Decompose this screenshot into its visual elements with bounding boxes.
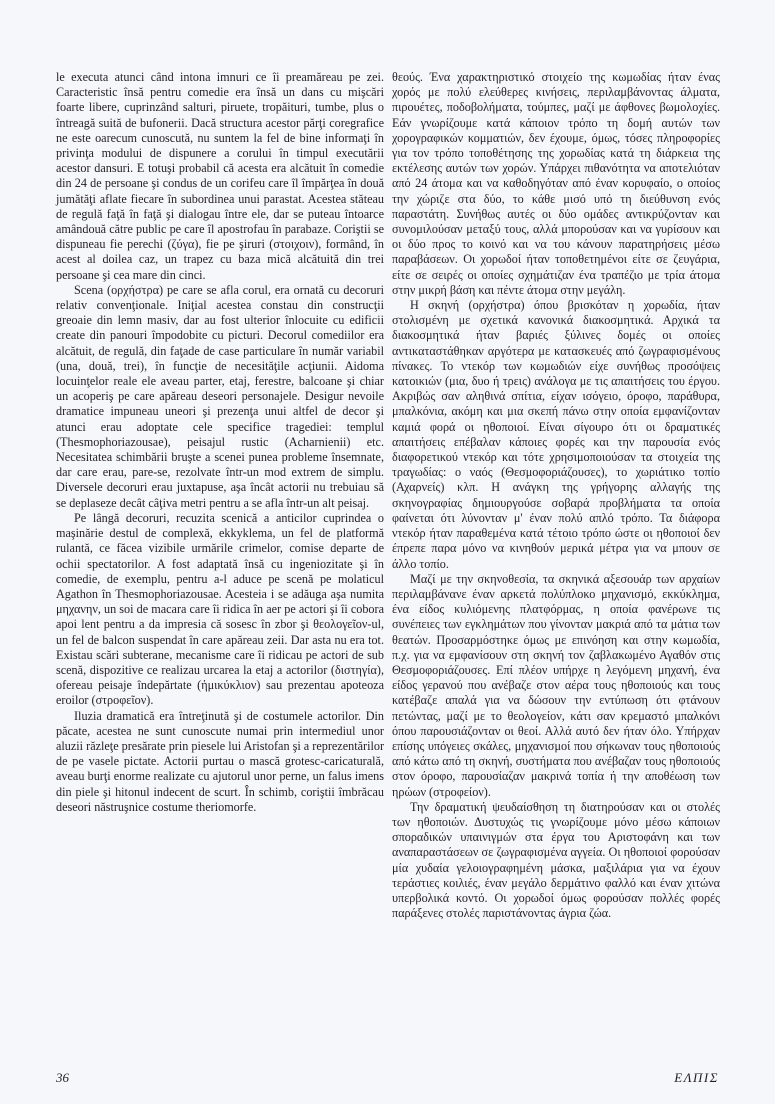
page-number: 36 xyxy=(56,1070,69,1085)
paragraph: Pe lângă decoruri, recuzita scenică a anticilor cuprindea o maşinărie destul de complexă, ekkyklema, un fel de platformă rulantă, ce făcea vizibile urmările crimelor, comise departe de ochii spectatorilor. A fost adaptată însă cu ingeniozitate şi în comedie, de exemplu, pentru a-l aduce pe scenă pe molaticul Agathon în Thesmophoriazousae. Acesteia i se adăuga aşa numita μηχανην, un soi de macara care îi ridica în aer pe actori şi îi cobora apoi lent pentru a da impresia că sosesc în zbor şi θεολογεῖον-ul, un fel de balcon suspendat în care apăreau zeii. Dar asta nu era tot. Existau scări subterane, mecanisme care îi ridicau pe actori de sub scenă, dispozitive ce realizau urcarea la etaj a actorilor (διστηγία), ofereau peisaje îndepărtate (ἡμικύκλιον) sau prezentau apoteoza eroilor (στροφεῖον). xyxy=(56,510,384,708)
paragraph: θεούς. Ένα χαρακτηριστικό στοιχείο της κωμωδίας ήταν ένας χορός με πολύ ελεύθερες κινήσεις, περιλαμβάνοντας άλματα, πιρουέτες, ποδοβολήματα, τούμπες, μαζί με άφθονες βωμολοχίες. Εάν γνωρίζουμε κατά κάποιον τρόπο τη δομή αυτών των χορογραφικών κομματιών, δεν έχουμε, όμως, τόσες πληροφορίες για τον τρόπο τοποθέτησης της χορωδίας κατά τη διάρκεια της εκτέλεσης αυτών των χορών. Υπάρχει πιθανότητα να αποτελιόταν από 24 άτομα και να καθοδηγόταν από έναν κορυφαίο, ο οποίος την χώριζε στα δύο, το κάθε μισό υπό τη διεύθυνση ενός παραστάτη. Συνήθως αυτές οι δύο ομάδες αντικρύζονταν και συνομιλούσαν μεταξύ τους, αλλά μπορούσαν και να γυρίσουν και οι δύο προς το κοινό και να του κάνουν παρατηρήσεις μέσω παραβάσεων. Οι χορωδοί ήταν τοποθετημένοι είτε σε ζευγάρια, είτε σε σειρές οι οποίες σχημάτιζαν ένα τραπέζιο με τρία άτομα στην μικρή βάση και πέντε άτομα στην μεγάλη. xyxy=(392,70,720,297)
right-column-greek-text xyxy=(392,70,720,921)
left-column-romanian-text xyxy=(56,70,384,815)
paragraph: le executa atunci când intona imnuri ce îi preamăreau pe zei. Caracteristic însă pentru comedie era însă un dans cu mişcări foarte libere, cuprinzând salturi, piruete, tropăituri, tumbe, plus o întreagă suită de bufonerii. Dacă structura acestor părţi coregrafice ne este oarecum cunoscută, nu suntem la fel de bine informaţi în privinţa modului de dispunere a corului în timpul executării acestor dansuri. E totuşi probabil că acesta era alcătuit în comedie din 24 de persoane şi condus de un corifeu care îl împărţea în două jumătăţi aflate fiecare în subordinea unui parastat. Acestea stăteau de regulă faţă în faţă şi dialogau între ele, dar se puteau întoarce amândouă către public pe care îl apostrofau în parabaze. Coriştii se dispuneau fie perechi (ζύγα), fie pe şiruri (στοιχοιν), formând, în acest al doilea caz, un trapez cu baza mică alcătuită din trei persoane şi cea mare din cinci. xyxy=(56,70,384,282)
paragraph: Η σκηνή (ορχήστρα) όπου βρισκόταν η χορωδία, ήταν στολισμένη με σχετικά κανονικά διακοσμητικά. Αρχικά τα διακοσμητικά ήταν βαριές ξύλινες δομές οι οποίες αντικαταστάθηκαν αργότερα με κατασκευές από ζωγραφισμένους πίνακες. Το ντεκόρ των κωμωδιών είχε συνήθως προσόψεις κατοικιών (μια, δυο ή τρεις) ανάλογα με τις απαιτήσεις του έργου. Ακριβώς σαν αληθινά σπίτια, είχαν ισόγειο, όροφο, παράθυρα, μπαλκόνια, ακόμη και μια σκεπή πάνω στην οποία εμφανίζονταν καμιά φορά οι ηθοποιοί. Είναι σίγουρο ότι οι δραματικές απαιτήσεις επέβαλαν κάποιες φορές και την παρουσία ενός διαφορετικού ντεκόρ και τότε χρησιμοποιούσαν τα στοιχεία της τραγωδίας: ο ναός (Θεσμοφοριάζουσες), το χωριάτικο τοπίο (Αχαρνείς) κλπ. Η ανάγκη της γρήγορης αλλαγής της σκηνογραφίας δημιουργούσε σοβαρά προβλήματα τα οποία φαίνεται ότι λύνονταν μ' έναν πολύ απλό τρόπο. Τα διάφορα ντεκόρ ήταν παραθεμένα κατά τέτοιο τρόπο ώστε οι ηθοποιοί δεν έπρεπε παρα μόνο να κινηθούν μερικά μέτρα για να μπουν σε άλλο τοπίο. xyxy=(392,298,720,571)
paragraph: Την δραματική ψευδαίσθηση τη διατηρούσαν και οι στολές των ηθοποιών. Δυστυχώς τις γνωρίζουμε μόνο μέσω κάποιων σποραδικών υπαινιγμών στα έργα του Αριστοφάνη και των αναπαραστάσεων σε ζωγραφισμένα αγγεία. Οι ηθοποιοί φορούσαν μία χυδαία γελοιογραφημένη μάσκα, μαξιλάρια για να έχουν τεράστιες κοιλιές, έναν μεγάλο δερμάτινο φαλλό και έναν χιτώνα υπερβολικά κοντό. Οι χορωδοί όμως φορούσαν πολλές φορές παράξενες στολές παριστάνοντας άγρια ζώα. xyxy=(392,799,720,921)
paragraph: Iluzia dramatică era întreţinută şi de costumele actorilor. Din păcate, acestea ne sunt cunoscute numai prin intermediul unor aluzii răzleţe presărate prin piesele lui Aristofan şi a reprezentărilor de pe vasele pictate. Actorii purtau o mască grotesc-caricaturală, aveau burţi enorme realizate cu ajutorul unor perne, un falus imens din piele şi hitonul indecent de scurt. În schimb, coriştii îmbrăcau deseori năstruşnice costume theriomorfe. xyxy=(56,708,384,814)
journal-name: ΕΛΠΙΣ xyxy=(674,1070,719,1085)
paragraph: Μαζί με την σκηνοθεσία, τα σκηνικά αξεσουάρ των αρχαίων περιλαμβάνανε έναν αρκετά πολύπλοκο μηχανισμό, εκκύκλημα, ένα είδος κυλιόμενης πλατφόρμας, η οποία φανέρωνε τις συνέπειες των εγκλημάτων που γίνονταν μακριά από τα μάτια των θεατών. Προσαρμόστηκε όμως με επινόηση και στην κωμωδία, π.χ. για να εμφανίσουν στη σκηνή τον ζαβλακωμένο Αγαθόν στις Θεσμοφοριάζουσες. Επί πλέον υπήρχε η λεγόμενη μηχανή, ένα είδος γερανού που ανέβαζε στον αέρα τους ηθοποιούς και τους κατέβαζε απαλά για να δώσουν την εντύπωση ότι φτάνουν πετώντας, μαζί με το θεολογείον, κάτι σαν κρεμαστό μπαλκόνι όπου παρουσιάζονταν οι θεοί. Αλλά αυτό δεν ήταν όλο. Υπήρχαν επίσης υπόγειες σκάλες, μηχανισμοί που σήκωναν τους ηθοποιούς από κάτω από τη σκηνή, συστήματα που ανέβαζαν τους ηθοποιούς στον όροφο, παρουσίαζαν μακρινά τοπία ή την αποθέωση των ηρώων (στροφείον). xyxy=(392,571,720,799)
paragraph: Scena (ορχήστρα) pe care se afla corul, era ornată cu decoruri relativ convenţionale. Iniţial acestea constau din construcţii greoaie din lemn masiv, dar au fost ulterior înlocuite cu edificii create din panouri împodobite cu picturi. Decorul comediilor era alcătuit, de regulă, din faţade de case particulare în număr variabil (una, două, trei), în funcţie de necesităţile acţiunii. Aidoma locuinţelor reale ele aveau parter, etaj, ferestre, balcoane şi chiar un acoperiş pe care apăreau deseori personajele. Desigur nevoile dramatice impuneau uneori şi prezenţa unui altfel de decor şi atunci erau adoptate cele specifice tragediei: templul (Thesmophoriazousae), peisajul rustic (Acharnienii) etc. Necesitatea schimbării bruşte a scenei punea probleme însemnate, dar care erau, pare-se, rezolvate într-un mod extrem de simplu. Diversele decoruri erau juxtapuse, aşa încât actorii nu trebuiau să se deplaseze decât câţiva metri pentru a se afla într-un alt peisaj. xyxy=(56,282,384,510)
